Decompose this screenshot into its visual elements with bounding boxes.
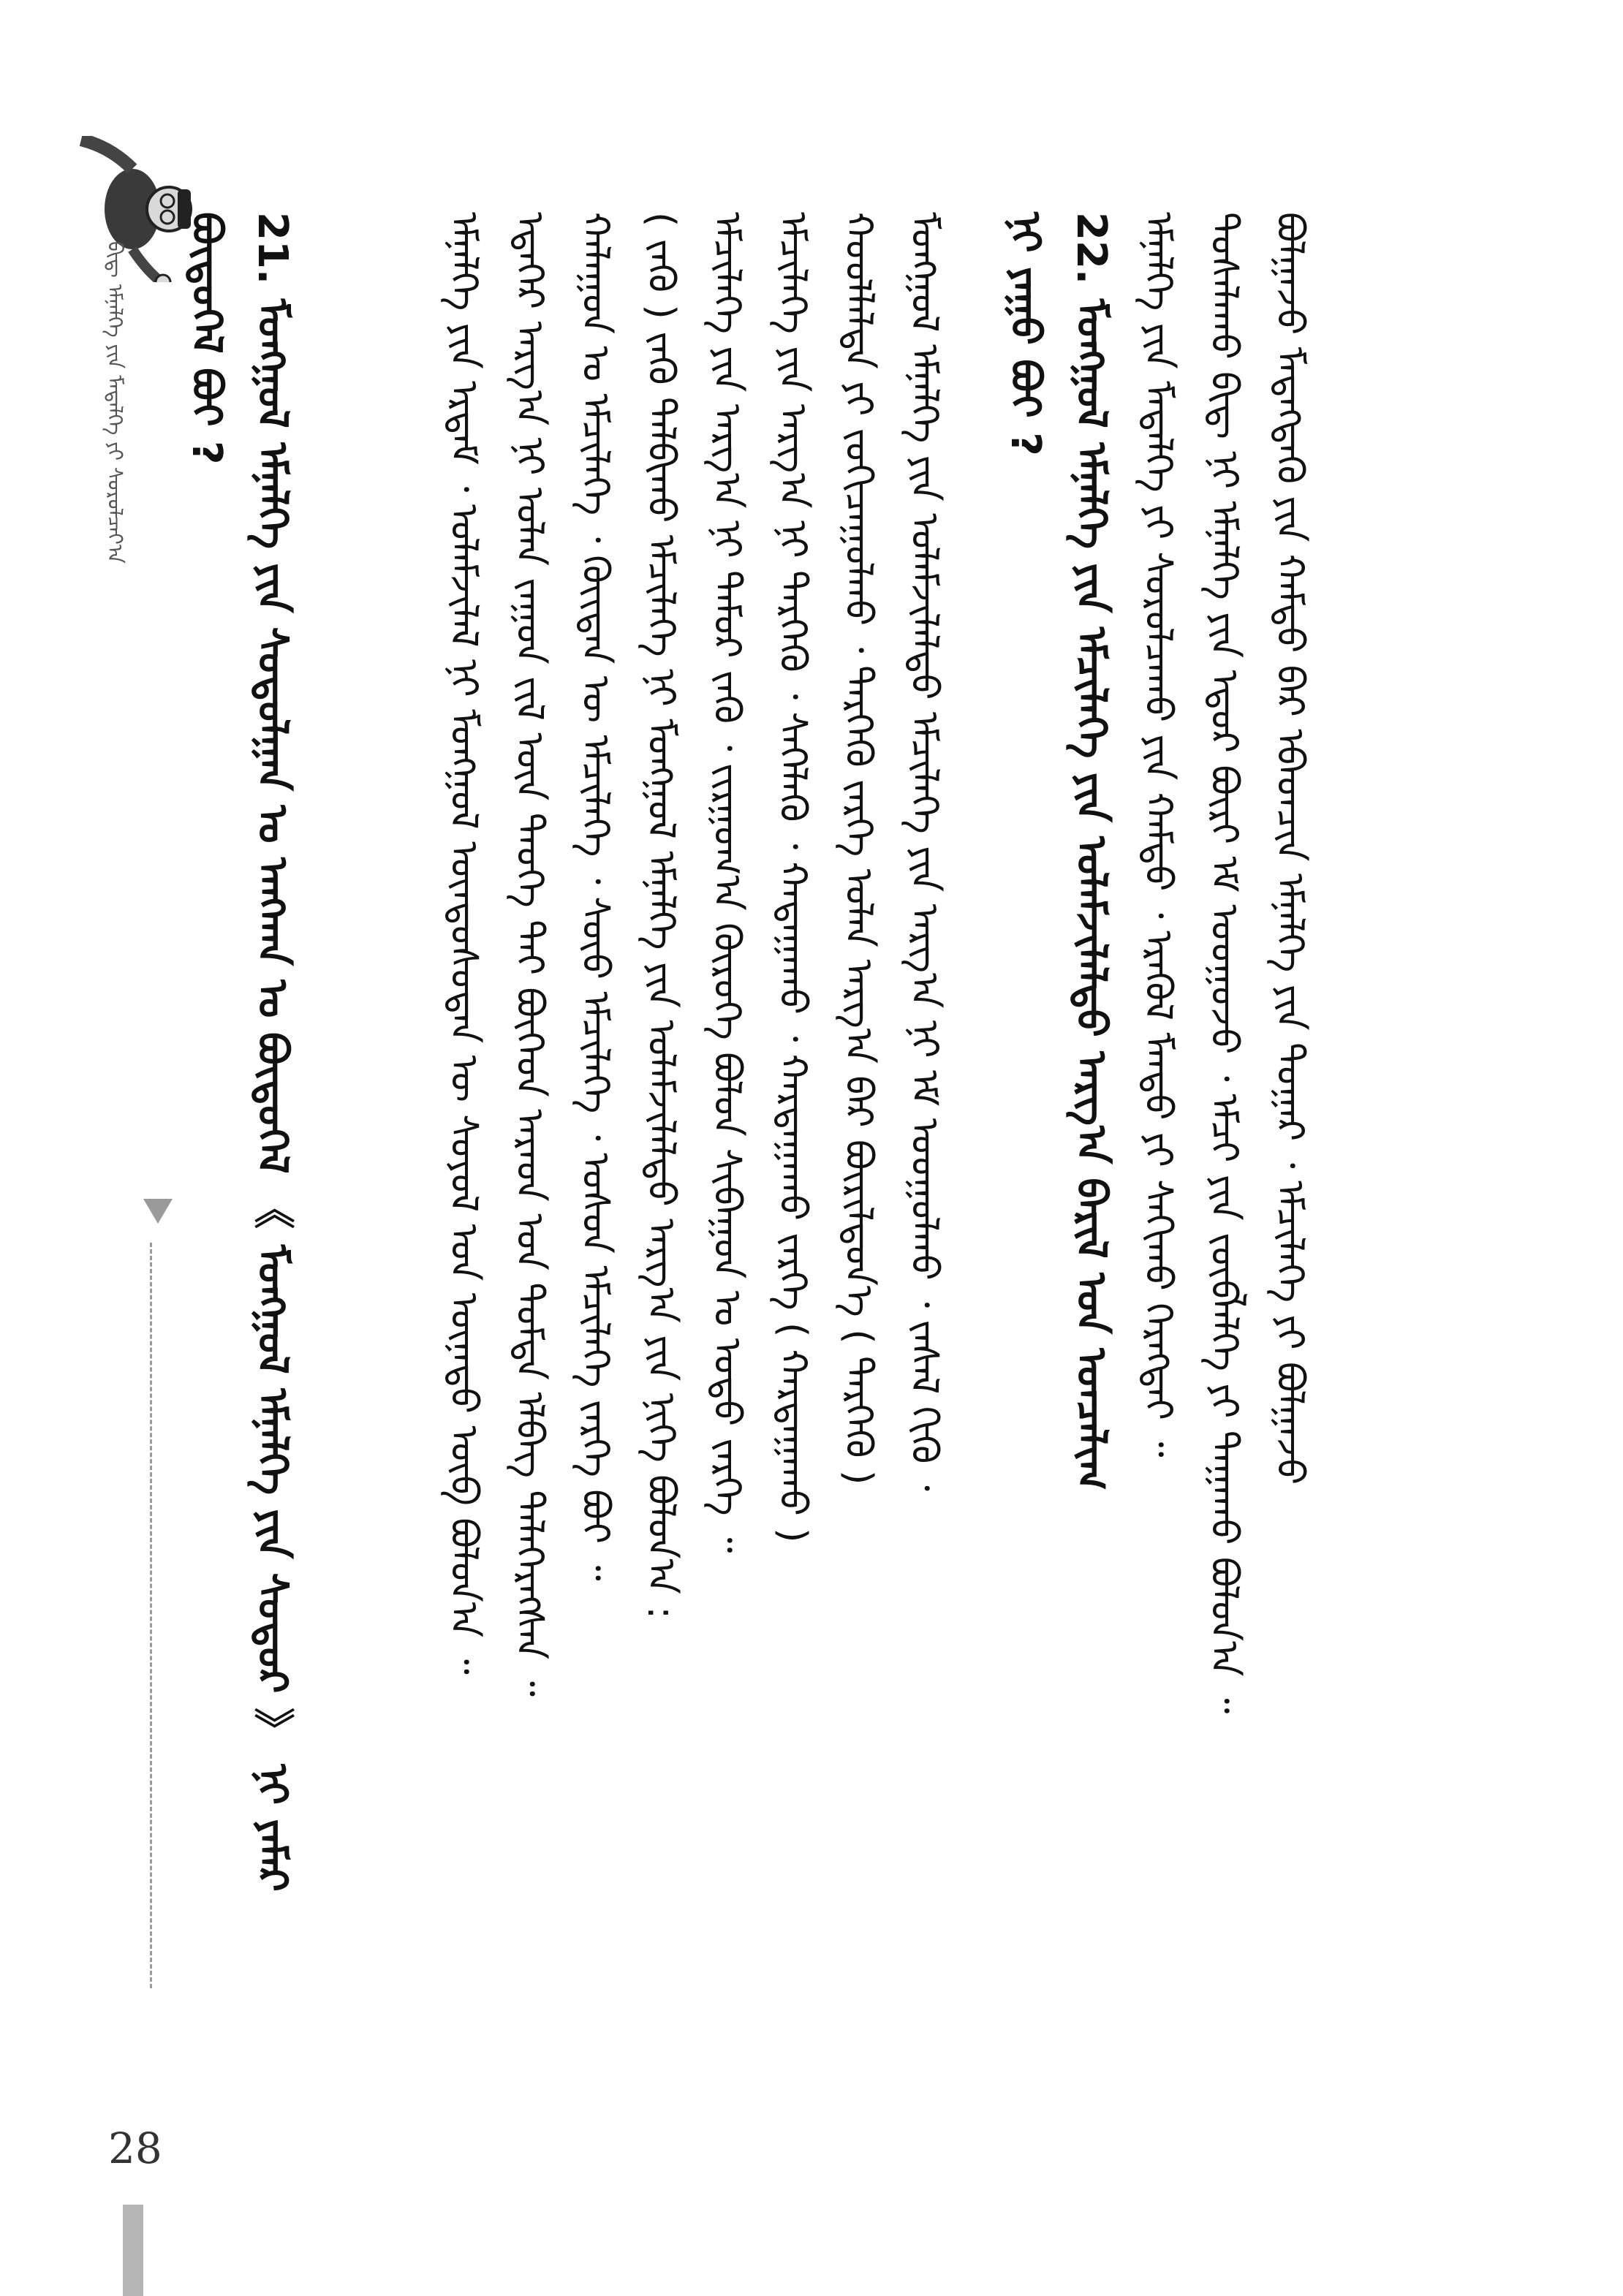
body-column-13: ᠡᠮᠨᠡᠯᠭᠡ ᠶᠢᠨ ᠡᠷᠳᠡᠮ ᠂ ᠤᠯᠠᠮᠵᠢᠯᠠᠯ ᠨᠢ ᠮᠣᠩᠭᠣᠯ ᠦᠨᠳᠦᠰᠦᠲᠡᠨ ᠦ ᠰᠣᠶᠣᠯ ᠤᠨ ᠦᠨᠡᠲᠦ ᠥᠪ ᠪᠣᠯᠤᠨ᠎ᠠ ᠃: [442, 212, 485, 1675]
page-number: 28: [108, 2123, 162, 2173]
body-column-7: ᠬᠣᠣᠯᠯᠠᠯᠲᠠ ᠶᠢ ᠵᠣᠬᠢᠴᠠᠭᠤᠯᠬᠤ ᠂ ᠲᠡᠷᠭᠡᠬᠦ ᠵᠡᠷᠭᠡ ᠣᠯᠠᠨ ᠠᠷᠭ᠎ᠠ ᠪᠠᠷ ᠪᠦᠷᠢᠯᠳᠦᠨ᠎ᠡ ( ᠲᠡᠷᠭᠡᠬᠦ ): [836, 212, 880, 1485]
section-marker-triangle: [143, 1199, 173, 1224]
header-divider: [150, 1243, 152, 1988]
question-22-heading: 22. ᠮᠣᠩᠭᠣᠯ ᠡᠮᠨᠡᠯᠭᠡ ᠶᠢᠨ ᠡᠮᠴᠢᠯᠡᠭᠡ ᠶᠢᠨ ᠤᠯᠠᠮᠵᠢᠯᠠᠯᠳᠤ ᠠᠷᠭ᠎ᠠ ᠪᠠᠷᠢᠯ ᠤᠨ ᠣᠨᠴᠠᠯᠢᠭ: [1067, 212, 1115, 1490]
question-21-heading-cont: ᠪᠦᠲᠦᠭᠡᠯ ᠪᠣᠢ ?: [183, 212, 230, 465]
body-column-1: ᠪᠣᠯᠭᠠᠵᠤ ᠮᠡᠳᠡᠭᠳᠡᠬᠦ ᠶᠢᠨ ᠬᠠᠮᠲᠤ ᠪᠡᠷ ᠡᠪᠡᠳᠴᠢᠨ ᠡᠮᠨᠡᠯᠭᠡ ᠶᠢᠨ ᠳᠤᠭᠠᠷ ᠂ ᠡᠮᠴᠢᠯᠡᠭᠡ ᠶᠢ ᠪᠣᠯᠭᠠᠵᠤ: [1268, 212, 1312, 1485]
question-22-heading-cont: ᠨᠢ ᠶᠠᠭᠤ ᠪᠣᠢ ?: [1002, 212, 1049, 456]
body-column-3: ᠡᠮᠨᠡᠯᠭᠡ ᠶᠢᠨ ᠮᠡᠳᠡᠯᠭᠡ ᠶᠢ ᠰᠤᠷᠤᠯᠴᠠᠬᠤ ᠶᠢᠨ ᠬᠠᠮᠲᠤ ᠂ ᠡᠷᠡᠭᠦᠯ ᠮᠡᠨᠳᠦ ᠶᠢ ᠰᠠᠬᠢᠬᠤ ᠬᠡᠷᠡᠭᠲᠡᠢ ᠃: [1136, 212, 1180, 1458]
running-header: ᠪᠢᠳ᠋ ᠡᠮᠨᠡᠯᠭᠡ ᠶᠢᠨ ᠮᠡᠳᠡᠯᠭᠡ ᠶᠢ ᠰᠤᠷᠤᠯᠴᠠᠶ᠎ᠠ: [103, 241, 127, 564]
body-column-10: ( ᠵᠡᠭᠦ ) ᠵᠡᠭᠦ ᠲᠠᠯᠪᠢᠬᠤ ᠡᠮᠴᠢᠯᠡᠭᠡ ᠨᠢ ᠮᠣᠩᠭᠣᠯ ᠡᠮᠨᠡᠯᠭᠡ ᠶᠢᠨ ᠤᠯᠠᠮᠵᠢᠯᠠᠯᠳᠤ ᠠᠷᠭ᠎ᠠ ᠶᠢᠨ ᠨᠢᠭᠡ ᠪᠣᠯᠤᠨ᠎ᠠ :: [639, 212, 683, 1619]
body-column-9: ᠡᠮᠴᠢᠯᠡᠭᠡ ᠶᠢᠨ ᠠᠷᠭ᠎ᠠ ᠨᠢ ᠲᠡᠮᠦᠷ ᠵᠡᠭᠦ ᠂ ᠵᠢᠷᠭᠤᠭ᠎ᠠ ᠬᠥᠷᠦᠭᠡ ᠪᠣᠯᠤᠨ ᠰᠢᠪᠠᠭᠤᠨ ᠤ ᠣᠳᠤ ᠵᠡᠷᠭᠡ ᠃: [705, 212, 749, 1553]
body-column-2: ᠲᠤᠰᠠᠯᠠᠬᠤ ᠪᠢᠳ᠋ ᠨᠢ ᠡᠮᠨᠡᠯᠭᠡ ᠶᠢᠨ ᠡᠳᠦᠷ ᠪᠦᠷᠢ ᠡᠮ ᠤᠤᠭᠤᠵᠤ ᠂ ᠡᠮᠴᠢ ᠶᠢᠨ ᠵᠥᠪᠯᠡᠯᠭᠡ ᠶᠢ ᠳᠠᠭᠠᠬᠤ ᠪᠣᠯᠤᠨ᠎ᠠ ᠃: [1202, 212, 1246, 1714]
body-column-11: ᠬᠠᠯᠠᠭᠤᠨ ᠤ ᠡᠮᠴᠢᠯᠡᠭᠡ ᠂ ᠬᠦᠢᠲᠡᠨ ᠦ ᠡᠮᠴᠢᠯᠡᠭᠡ ᠂ ᠰᠦᠦ ᠡᠮᠴᠢᠯᠡᠭᠡ ᠂ ᠤᠰᠤᠨ ᠡᠮᠴᠢᠯᠡᠭᠡ ᠵᠡᠷᠭᠡ ᠪᠣᠢ ᠃: [573, 212, 617, 1581]
body-column-8: ᠡᠮᠴᠢᠯᠡᠭᠡ ᠶᠢᠨ ᠠᠷᠭ᠎ᠠ ᠨᠢ ᠲᠡᠷᠭᠡᠬᠦ ᠂ ᠰᠡᠭᠡᠯᠡᠬᠦ ᠂ ᠬᠠᠲᠠᠭᠠᠬᠤ ᠂ ᠬᠠᠷᠲᠠᠭᠠᠬᠤ ᠵᠡᠷᠭᠡ ( ᠬᠠᠷᠲᠠᠭᠠᠬᠤ ): [771, 212, 814, 1543]
question-21-heading: 21. ᠮᠣᠩᠭᠣᠯ ᠡᠮᠨᠡᠯᠭᠡ ᠶᠢᠨ ᠰᠤᠳᠤᠯᠭᠠᠨ ᠤ ᠠᠩᠬᠠᠨ ᠤ ᠪᠦᠲᠦᠭᠡᠯ 《 ᠮᠣᠩᠭᠣᠯ ᠡᠮᠨᠡᠯᠭᠡ ᠶᠢᠨ ᠰᠤᠳᠤᠷ 》 ᠨᠢ ᠶᠠᠮᠠᠷ: [249, 212, 296, 1892]
body-column-12: ᠡᠳᠡᠭᠡᠷ ᠠᠷᠭ᠎ᠠ ᠨᠢ ᠣᠯᠠᠨ ᠵᠠᠭᠤᠨ ᠵᠢᠯ ᠦᠨ ᠲᠡᠦᠬᠡ ᠲᠡᠢ ᠪᠥᠭᠡᠳ ᠠᠷᠠᠳ ᠤᠨ ᠳᠤᠮᠳᠠ ᠡᠯᠪᠡᠭ ᠲᠡᠯᠡᠭᠡᠷᠡᠭᠰᠡᠨ ᠃: [507, 212, 551, 1697]
page-edge-tab: [123, 2205, 143, 2296]
body-column-6: ᠮᠣᠩᠭᠣᠯ ᠡᠮᠨᠡᠯᠭᠡ ᠶᠢᠨ ᠤᠯᠠᠮᠵᠢᠯᠠᠯᠳᠤ ᠡᠮᠴᠢᠯᠡᠭᠡ ᠶᠢᠨ ᠠᠷᠭ᠎ᠠ ᠨᠢ ᠡᠮ ᠤᠤᠭᠤᠯᠬᠤ ᠂ ᠵᠠᠰᠠᠯ ᠬᠢᠬᠦ ᠂: [902, 212, 946, 1491]
